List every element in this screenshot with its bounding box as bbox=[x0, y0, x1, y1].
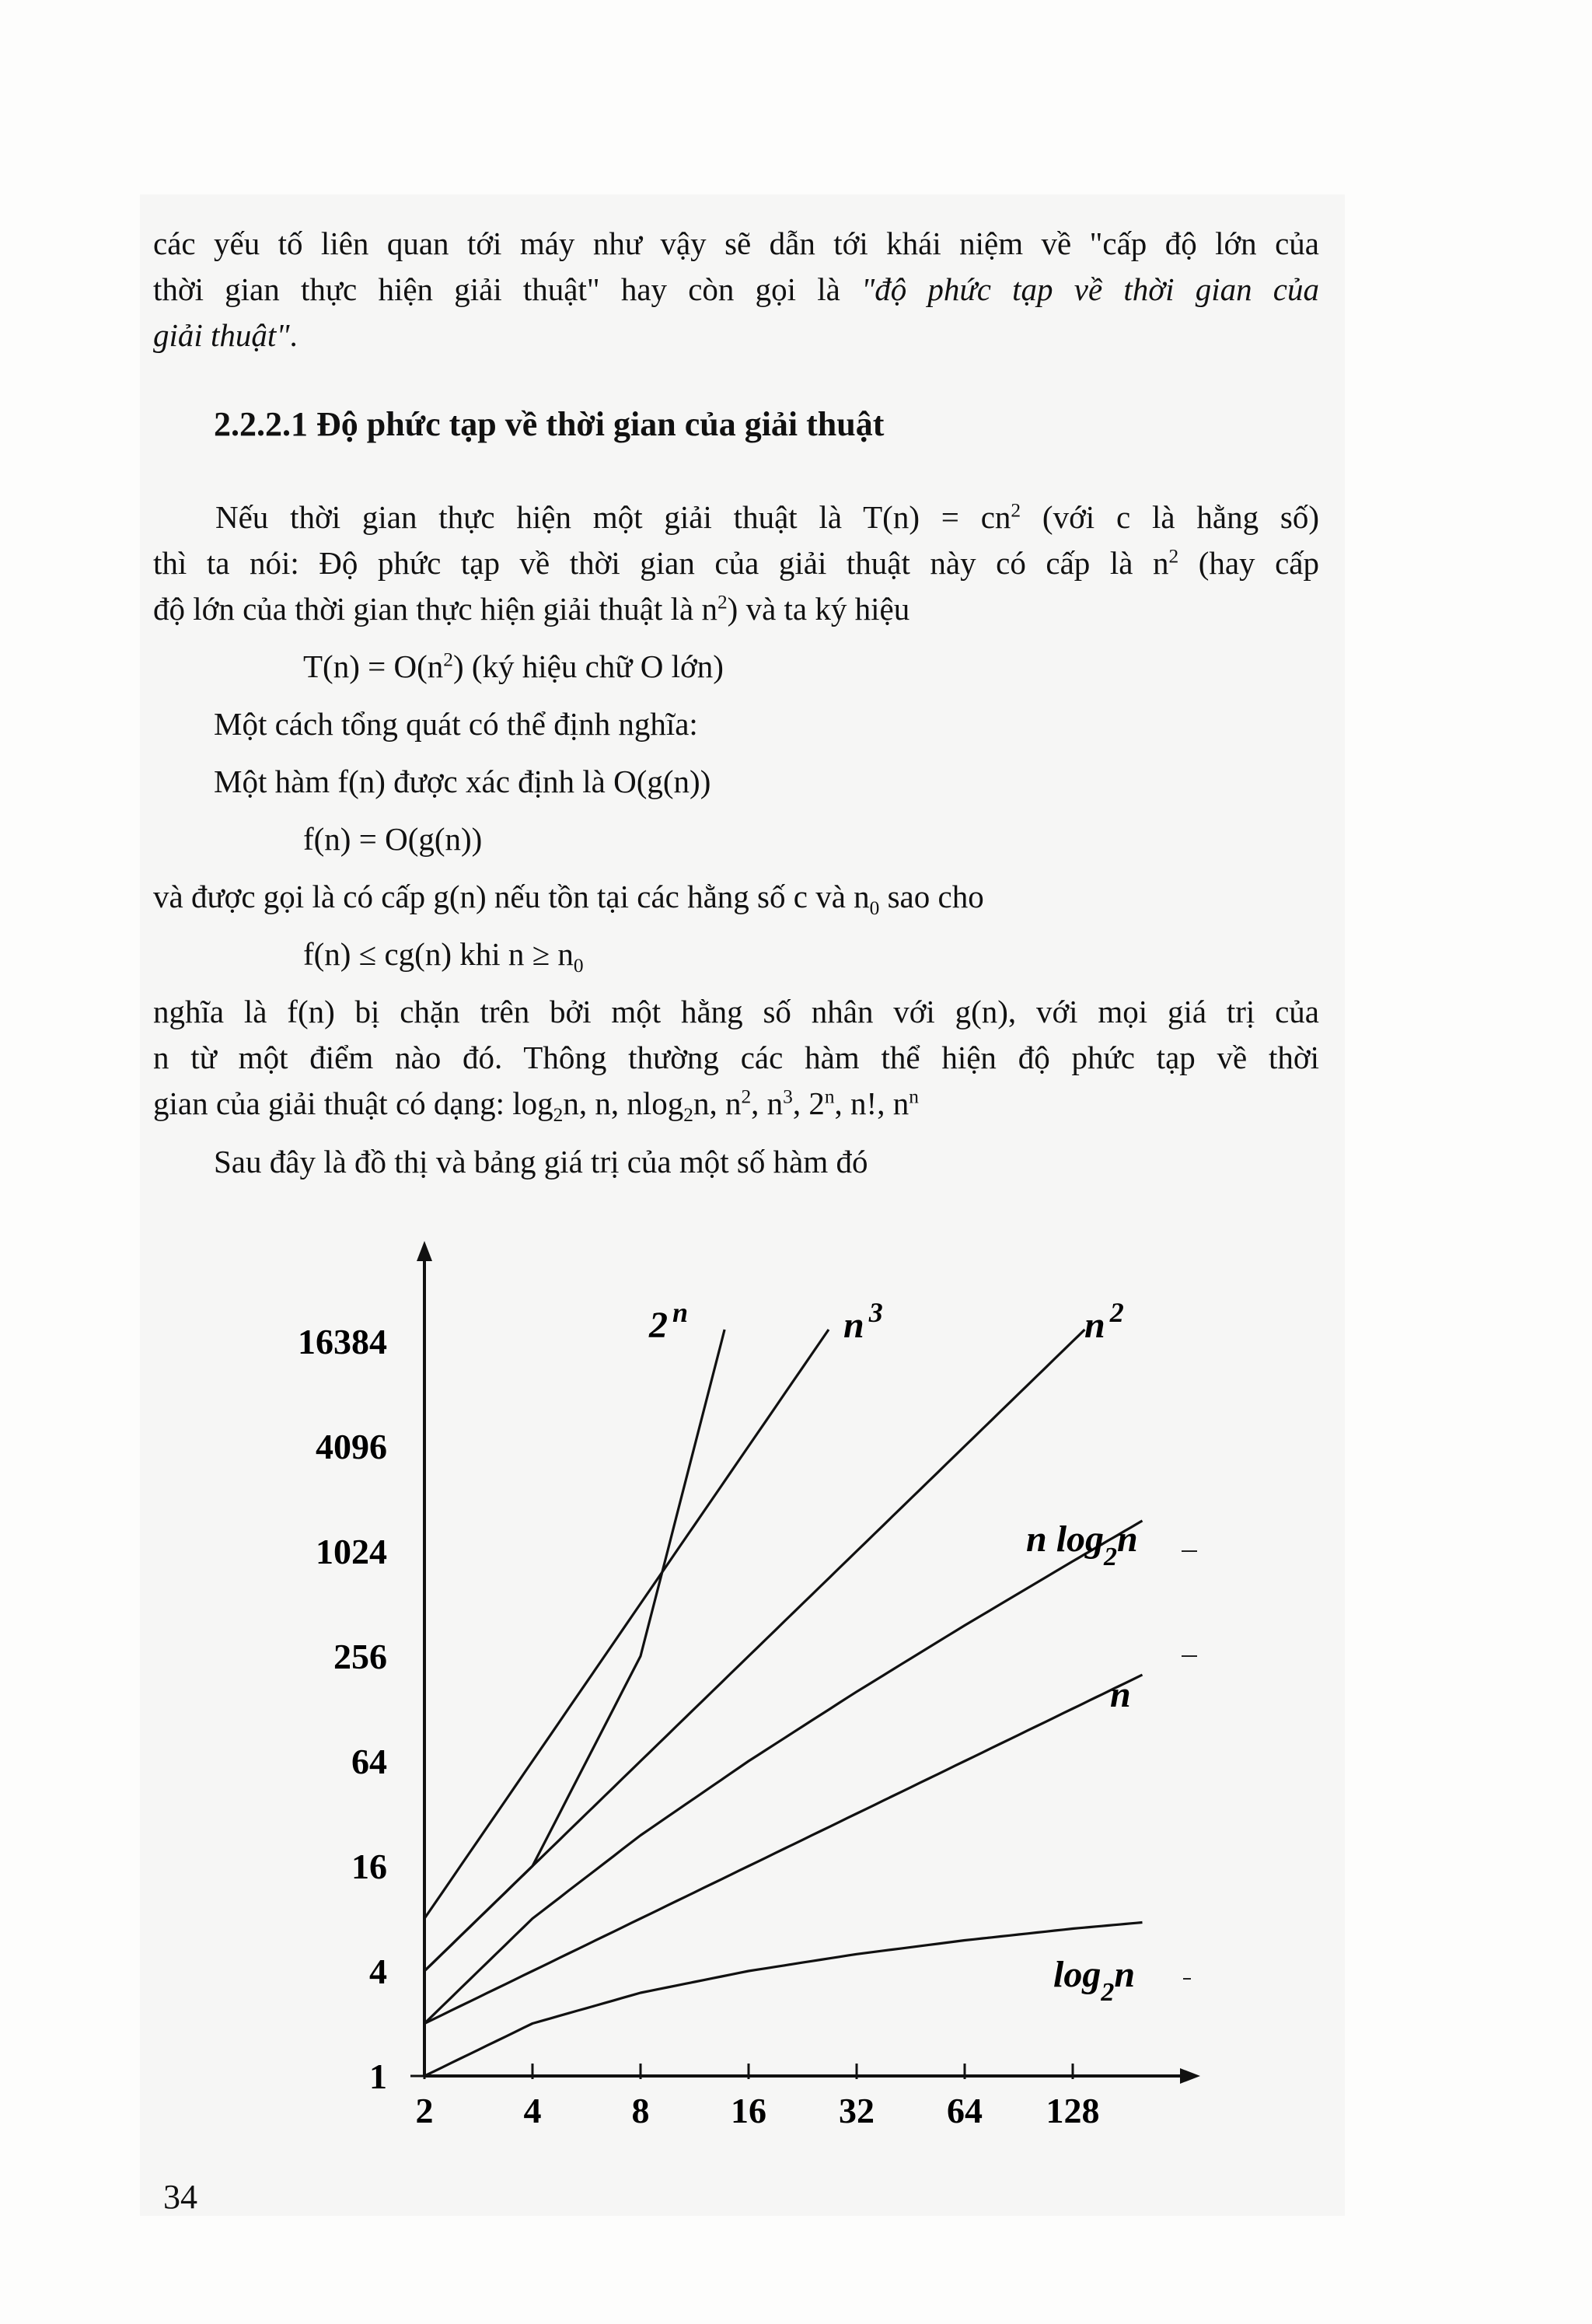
p2-a: gian của giải thuật có dạng: log bbox=[153, 1085, 553, 1121]
series-label bbox=[1110, 1674, 1131, 1715]
section-heading: 2.2.2.1 Độ phức tạp về thời gian của giải thuật bbox=[214, 405, 885, 443]
eq1-a: T(n) = O(n bbox=[303, 648, 444, 684]
x-tick-label: 128 bbox=[1046, 2091, 1100, 2130]
x-tick-label: 16 bbox=[731, 2091, 766, 2130]
p2-f: , n!, n bbox=[834, 1085, 909, 1121]
chart-ticks bbox=[298, 1322, 1100, 2130]
y-tick-label: 64 bbox=[351, 1742, 387, 1781]
p2-e: , 2 bbox=[792, 1085, 825, 1121]
para1-line-1-b: (với c là hằng số) bbox=[1021, 499, 1319, 535]
page-number: 34 bbox=[163, 2178, 197, 2216]
y-tick-label: 1 bbox=[369, 2057, 387, 2096]
series-label-name: n bbox=[843, 1305, 864, 1346]
y-tick-label: 16 bbox=[351, 1847, 387, 1886]
series-line bbox=[424, 1330, 829, 1919]
general-definition-line: Một cách tổng quát có thể định nghĩa: bbox=[214, 706, 698, 742]
function-definition-line: Một hàm f(n) được xác định là O(g(n)) bbox=[214, 764, 711, 799]
x-tick-label: 8 bbox=[631, 2091, 650, 2130]
para2-line-1: nghĩa là f(n) bị chặn trên bởi một hằng số nhân với g(n), với mọi giá trị của bbox=[153, 994, 1319, 1029]
series-line bbox=[424, 1521, 1143, 2024]
graph-intro-line: Sau đây là đồ thị và bảng giá trị của một số hàm đó bbox=[214, 1144, 868, 1179]
series-label-sub: 2 bbox=[1101, 1978, 1115, 2007]
para1-line-2-sup: 2 bbox=[1168, 545, 1179, 568]
x-tick-label: 2 bbox=[415, 2091, 434, 2130]
series-label-name: n bbox=[1110, 1674, 1131, 1715]
y-axis-arrow bbox=[417, 1241, 432, 1261]
p2-d: , n bbox=[751, 1085, 784, 1121]
intro-line-3-italic: giải thuật" bbox=[153, 317, 290, 353]
series-label bbox=[843, 1297, 883, 1346]
series-label-name: log bbox=[1053, 1954, 1101, 1995]
intro-line-1: các yếu tố liên quan tới máy như vậy sẽ dẫn tới khái niệm về "cấp độ lớn của bbox=[153, 225, 1319, 261]
p2-c: n, n bbox=[693, 1085, 742, 1121]
intro-line-2-italic: "độ phức tạp về thời gian của bbox=[861, 271, 1319, 307]
eq3-a: f(n) ≤ cg(n) khi n ≥ n bbox=[303, 936, 574, 972]
para1-line-1-a: Nếu thời gian thực hiện một giải thuật là T(n) = cn bbox=[215, 499, 1011, 535]
series-label-suffix: n bbox=[1114, 1954, 1136, 1995]
y-tick-label: 4096 bbox=[316, 1427, 387, 1466]
eq1-sup: 2 bbox=[443, 648, 453, 671]
called-sub: 0 bbox=[869, 897, 880, 920]
series-label bbox=[1026, 1518, 1138, 1571]
para1-line-2-a: thì ta nói: Độ phức tạp về thời gian của giải thuật này có cấp là n bbox=[153, 545, 1169, 581]
para1-line-3-b: ) và ta ký hiệu bbox=[727, 591, 910, 627]
para1-line-1-sup: 2 bbox=[1011, 499, 1021, 522]
series-label-sup: n bbox=[672, 1297, 689, 1328]
called-b: sao cho bbox=[879, 879, 984, 914]
para1-line-2-b: (hay cấp bbox=[1178, 545, 1319, 581]
x-tick-label: 4 bbox=[523, 2091, 542, 2130]
x-axis-arrow bbox=[1180, 2068, 1200, 2084]
series-label bbox=[1053, 1954, 1135, 2007]
series-label-name: 2 bbox=[649, 1305, 668, 1346]
intro-line-2-text: thời gian thực hiện giải thuật" hay còn gọi là bbox=[153, 271, 861, 307]
y-tick-label: 4 bbox=[369, 1952, 387, 1991]
series-label-suffix: n bbox=[1117, 1518, 1138, 1560]
p2-sup3: n bbox=[824, 1085, 835, 1108]
chart-curves bbox=[424, 1330, 1143, 2076]
para2-line-2: n từ một điểm nào đó. Thông thường các hàm thể hiện độ phức tạp về thời bbox=[153, 1040, 1319, 1075]
intro-line-3-end: . bbox=[289, 317, 298, 353]
eq3-sub: 0 bbox=[573, 955, 584, 977]
p2-sub2: 2 bbox=[683, 1104, 693, 1127]
y-tick-label: 256 bbox=[333, 1637, 387, 1676]
series-line bbox=[424, 1923, 1143, 2077]
para1-line-3-sup: 2 bbox=[717, 591, 728, 613]
series-label-name: n bbox=[1084, 1305, 1105, 1346]
y-tick-label: 1024 bbox=[316, 1532, 387, 1571]
x-tick-label: 64 bbox=[947, 2091, 983, 2130]
p2-sub1: 2 bbox=[553, 1104, 564, 1127]
p2-sup2: 3 bbox=[783, 1085, 793, 1108]
eq1-b: ) (ký hiệu chữ O lớn) bbox=[452, 648, 724, 684]
series-label-sup: 3 bbox=[868, 1297, 883, 1328]
p2-sup4: n bbox=[909, 1085, 919, 1108]
p2-b: n, n, nlog bbox=[563, 1085, 684, 1121]
para1-line-3-a: độ lớn của thời gian thực hiện giải thuật là n bbox=[153, 591, 717, 627]
called-a: và được gọi là có cấp g(n) nếu tồn tại các hằng số c và n bbox=[153, 879, 870, 914]
series-label-name: n log bbox=[1026, 1518, 1105, 1560]
series-line bbox=[424, 1330, 724, 1971]
equation-f-of-n: f(n) = O(g(n)) bbox=[303, 821, 483, 857]
p2-sup1: 2 bbox=[741, 1085, 752, 1108]
series-label-sup: 2 bbox=[1109, 1297, 1124, 1328]
series-label bbox=[1084, 1297, 1124, 1346]
y-tick-label: 16384 bbox=[298, 1322, 387, 1361]
series-label bbox=[648, 1297, 688, 1346]
series-label-sub: 2 bbox=[1104, 1543, 1118, 1571]
x-tick-label: 32 bbox=[839, 2091, 875, 2130]
series-line bbox=[424, 1675, 1143, 2024]
